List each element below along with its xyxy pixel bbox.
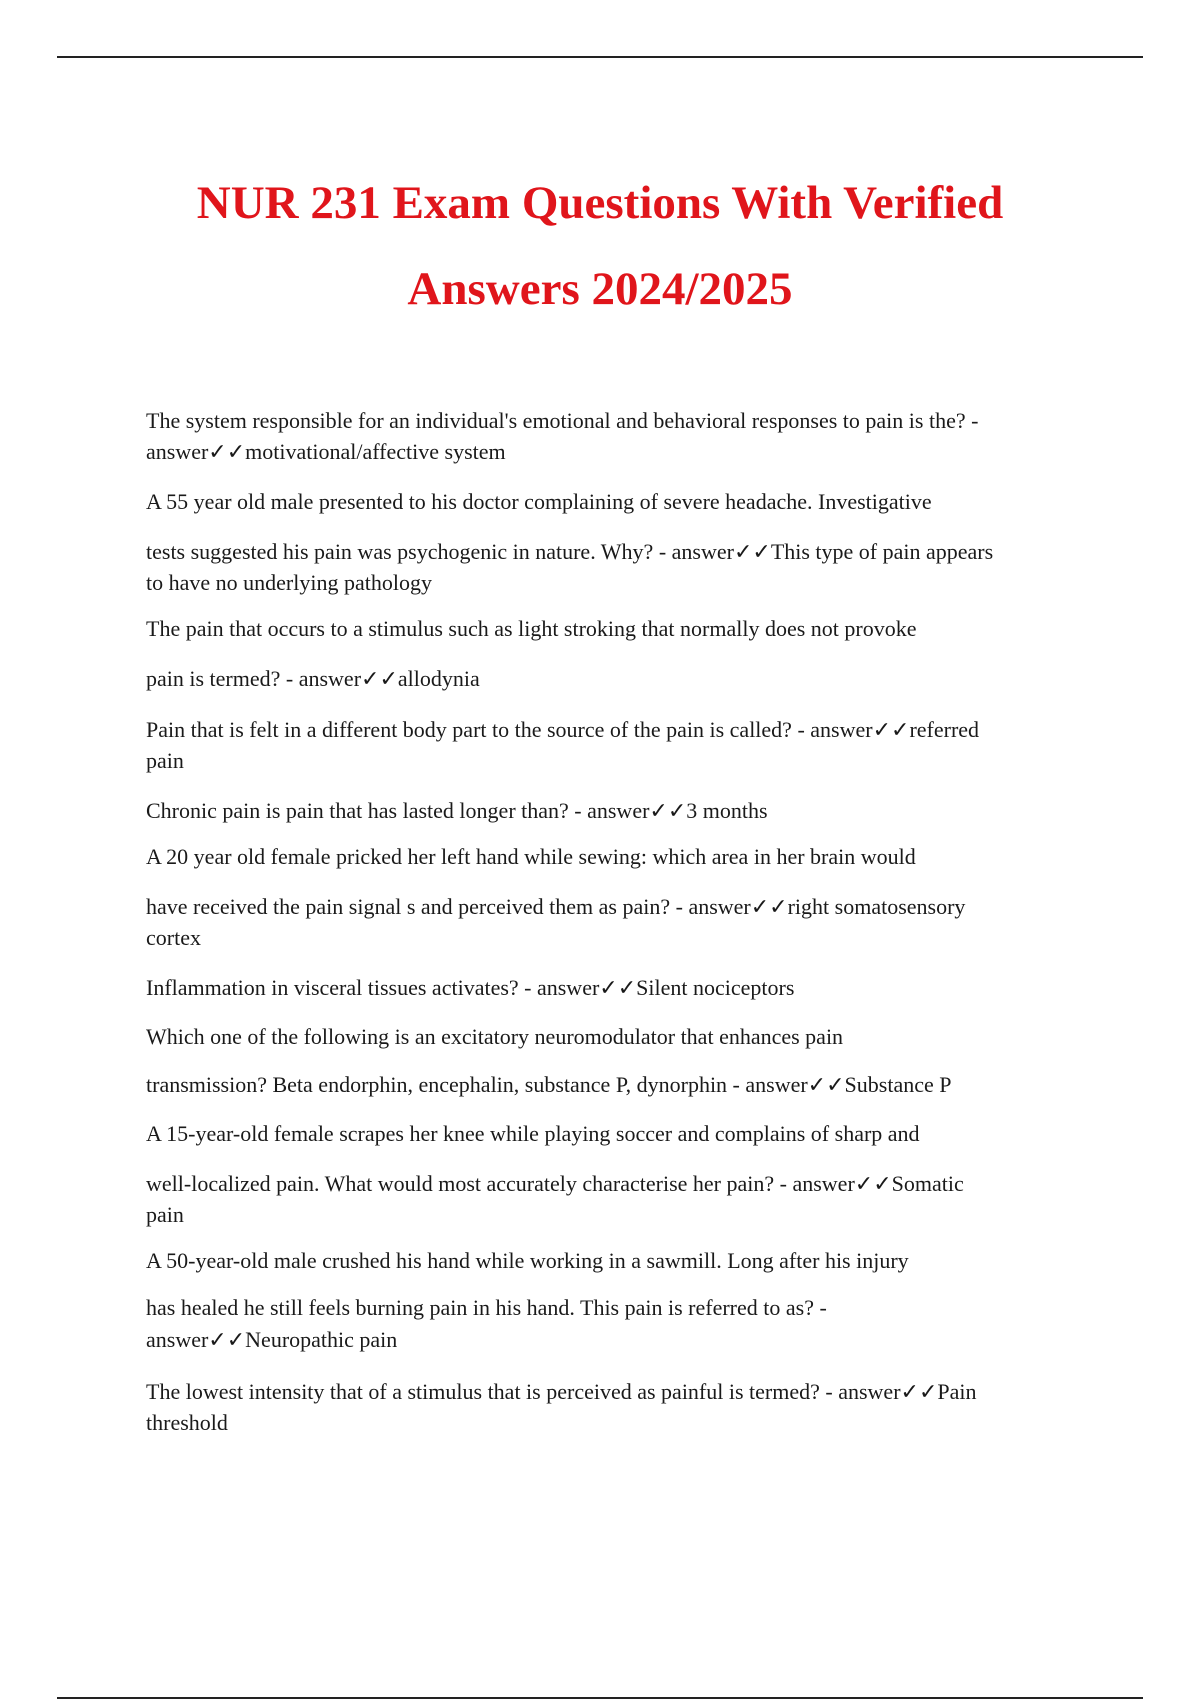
text-line: Chronic pain is pain that has lasted longer than? - answer✓✓3 months: [146, 798, 768, 823]
text-line: well-localized pain. What would most accurately characterise her pain? - answer✓✓Somatic: [146, 1171, 964, 1196]
text-line: tests suggested his pain was psychogenic in nature. Why? - answer✓✓This type of pain appears: [146, 539, 994, 564]
text-line: transmission? Beta endorphin, encephalin, substance P, dynorphin - answer✓✓Substance P: [146, 1072, 952, 1097]
bottom-rule: [57, 1697, 1143, 1699]
text-line: pain: [146, 748, 184, 773]
text-line: threshold: [146, 1410, 228, 1435]
text-line: The lowest intensity that of a stimulus that is perceived as painful is termed? - answer✓✓Pain: [146, 1379, 977, 1404]
text-line: A 15-year-old female scrapes her knee while playing soccer and complains of sharp and: [146, 1121, 920, 1146]
title-line-2: Answers 2024/2025: [407, 263, 793, 315]
top-rule: [57, 56, 1143, 58]
text-line: have received the pain signal s and perceived them as pain? - answer✓✓right somatosensory: [146, 894, 966, 919]
text-line: cortex: [146, 925, 201, 950]
text-line: to have no underlying pathology: [146, 570, 432, 595]
text-line: answer✓✓Neuropathic pain: [146, 1327, 398, 1352]
text-line: pain: [146, 1202, 184, 1227]
text-line: Which one of the following is an excitatory neuromodulator that enhances pain: [146, 1024, 844, 1049]
text-line: Pain that is felt in a different body part to the source of the pain is called? - answer✓✓referred: [146, 717, 980, 742]
text-line: answer✓✓motivational/affective system: [146, 439, 506, 464]
text-line: A 20 year old female pricked her left hand while sewing: which area in her brain would: [146, 844, 916, 869]
text-line: A 55 year old male presented to his doctor complaining of severe headache. Investigative: [146, 489, 932, 514]
title-line-1: NUR 231 Exam Questions With Verified: [196, 177, 1004, 229]
document-title: [57, 160, 1143, 332]
text-line: Inflammation in visceral tissues activates? - answer✓✓Silent nociceptors: [146, 975, 795, 1000]
text-line: has healed he still feels burning pain in his hand. This pain is referred to as? -: [146, 1295, 827, 1320]
text-line: The system responsible for an individual's emotional and behavioral responses to pain is the? -: [146, 408, 979, 433]
text-line: pain is termed? - answer✓✓allodynia: [146, 666, 480, 691]
text-line: A 50-year-old male crushed his hand while working in a sawmill. Long after his injury: [146, 1248, 909, 1273]
text-line: The pain that occurs to a stimulus such as light stroking that normally does not provoke: [146, 616, 917, 641]
